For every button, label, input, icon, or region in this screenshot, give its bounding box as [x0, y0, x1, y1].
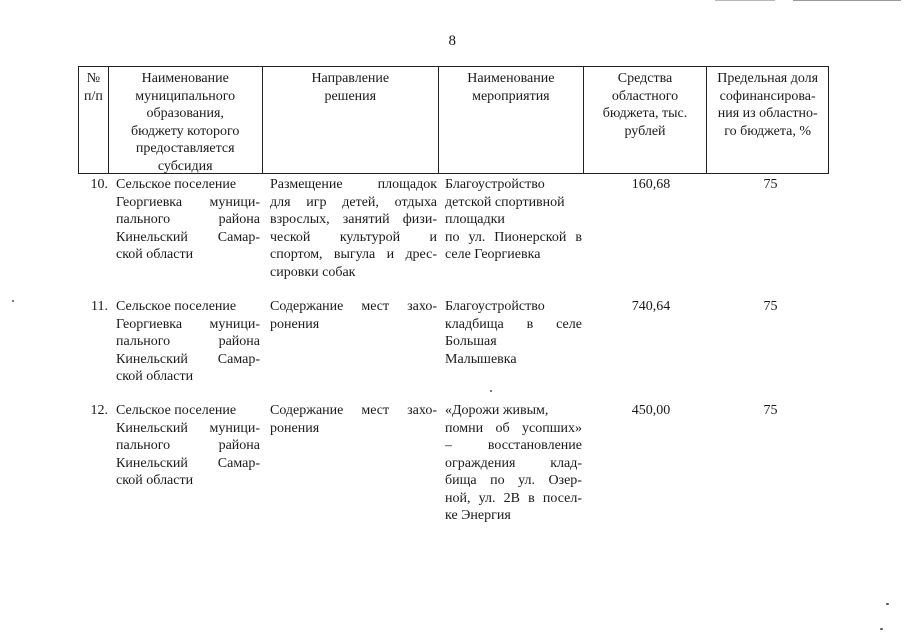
text-word: Самар- — [217, 351, 260, 367]
text-word: района — [218, 334, 260, 349]
text-line: Большая — [445, 334, 497, 349]
text-line — [116, 316, 260, 334]
text-line — [445, 316, 582, 334]
text-line — [270, 176, 437, 194]
text-line: Сельское поселение — [116, 177, 237, 192]
text-line — [445, 490, 582, 508]
text-word: Георгиевка — [116, 194, 183, 210]
text-word: спортом, — [270, 247, 323, 262]
text-line: Предельная доля — [717, 71, 819, 86]
text-word: – — [445, 438, 452, 453]
row-direction — [262, 176, 439, 281]
scan-speck — [12, 300, 14, 302]
text-line: Малышевка — [445, 351, 517, 367]
text-word: Кинельский — [116, 455, 188, 471]
text-word: Содержание — [270, 299, 344, 314]
text-line: детской спортивной — [445, 194, 565, 210]
text-line: го бюджета, % — [724, 123, 812, 139]
text-line — [445, 437, 582, 455]
text-line: сировки собак — [270, 264, 356, 280]
text-line: Сельское поселение — [116, 299, 237, 314]
text-word: кладбища — [445, 316, 504, 332]
text-word: и — [429, 229, 437, 245]
text-word: Пионерской — [494, 229, 567, 245]
text-word: в — [528, 490, 535, 506]
text-word: ограждения — [445, 455, 516, 471]
text-word: селе — [556, 316, 582, 332]
text-word: культурой — [339, 229, 401, 245]
text-word: муници- — [209, 420, 260, 436]
text-word: выгула — [333, 247, 376, 262]
text-word: пального — [116, 334, 171, 349]
text-line: ния из областно- — [717, 106, 818, 121]
text-word: в — [575, 229, 582, 245]
text-word: захо- — [407, 403, 437, 418]
row-funds: 450,00 — [631, 403, 671, 418]
text-word: посел- — [542, 490, 582, 506]
text-word: района — [218, 212, 260, 227]
text-line: мероприятия — [472, 88, 550, 104]
scan-speck — [490, 390, 492, 392]
text-line: субсидия — [157, 158, 213, 174]
text-word: усопших» — [522, 420, 582, 436]
text-line — [270, 194, 437, 212]
scan-mark — [793, 0, 901, 1]
text-line — [445, 229, 582, 247]
table-row — [78, 402, 829, 525]
text-line: ской области — [116, 369, 194, 384]
row-funds: 740,64 — [631, 299, 671, 314]
text-line: «Дорожи живым, — [445, 403, 549, 418]
text-line: решения — [324, 88, 377, 104]
text-word: пального — [116, 212, 171, 227]
table-header — [78, 66, 829, 174]
text-word: Размещение — [270, 177, 343, 192]
text-line — [116, 455, 260, 473]
text-word: по — [490, 473, 505, 488]
header-direction — [263, 67, 440, 173]
text-line: бюджету которого — [131, 123, 240, 139]
text-word: восстановление — [487, 438, 582, 453]
text-word: муници- — [209, 316, 260, 332]
text-line — [270, 246, 437, 264]
text-word: и — [386, 247, 395, 262]
text-word: Кинельский — [116, 229, 188, 245]
text-word: отдыха — [394, 194, 437, 210]
row-municipality — [108, 298, 262, 386]
text-word: ул. — [518, 473, 535, 488]
text-line: п/п — [84, 88, 103, 104]
text-line: № — [86, 71, 101, 86]
scan-mark — [715, 0, 775, 1]
text-line — [116, 194, 260, 212]
text-line: софинансирова- — [719, 88, 816, 104]
text-word: физи- — [402, 212, 437, 227]
text-line: Сельское поселение — [116, 403, 237, 418]
text-line: Наименование — [141, 71, 229, 86]
text-line: Наименование — [467, 71, 555, 86]
text-word: клад- — [550, 455, 582, 471]
text-line — [116, 211, 260, 229]
text-line: ке Энергия — [445, 508, 511, 523]
text-word: 2В — [503, 490, 520, 506]
text-word: пального — [116, 438, 171, 453]
text-line: ронения — [270, 316, 320, 332]
row-municipality — [108, 176, 262, 281]
row-share: 75 — [763, 177, 778, 192]
text-word: Озер- — [548, 473, 582, 488]
text-line: селе Георгиевка — [445, 247, 541, 262]
text-line — [116, 420, 260, 438]
text-word: занятий — [342, 212, 390, 227]
text-line: образования, — [146, 106, 224, 121]
text-line: муниципального — [135, 88, 236, 104]
text-line — [270, 298, 437, 316]
table-row — [78, 176, 829, 281]
text-word: дрес- — [405, 247, 437, 262]
text-word: мест — [361, 299, 390, 314]
text-line — [270, 211, 437, 229]
row-event — [439, 298, 584, 386]
text-word: муници- — [209, 194, 260, 210]
text-line: Благоустройство — [445, 299, 545, 314]
text-line — [270, 229, 437, 247]
text-line: ской области — [116, 473, 194, 488]
text-line: бюджета, тыс. — [602, 106, 688, 121]
row-share: 75 — [763, 403, 778, 418]
text-word: в — [526, 316, 534, 332]
text-line — [445, 472, 582, 490]
text-word: Кинельский — [116, 351, 188, 367]
text-word: ул. — [468, 229, 486, 245]
row-event — [439, 176, 584, 281]
text-word: бища — [445, 473, 477, 488]
page-number: 8 — [448, 33, 457, 49]
text-word: Георгиевка — [116, 316, 183, 332]
text-line — [445, 420, 582, 438]
text-line — [270, 402, 437, 420]
text-line — [116, 351, 260, 369]
text-word: для — [270, 194, 291, 210]
header-share — [707, 67, 828, 173]
text-word: помни — [445, 420, 484, 436]
row-share: 75 — [763, 299, 778, 314]
text-line: областного — [611, 88, 679, 104]
text-word: Самар- — [217, 229, 260, 245]
table-row — [78, 298, 829, 386]
text-line: площадки — [445, 212, 505, 227]
text-line: ской области — [116, 247, 194, 262]
text-word: Содержание — [270, 403, 344, 418]
scan-speck — [886, 603, 889, 605]
text-line — [116, 229, 260, 247]
header-funds — [584, 67, 708, 173]
text-word: ной, — [445, 490, 471, 506]
row-number: 11. — [91, 299, 108, 314]
text-line: рублей — [624, 123, 666, 139]
text-word: района — [218, 438, 260, 453]
row-number: 12. — [90, 403, 108, 418]
text-line: Средства — [617, 71, 673, 86]
text-word: площадок — [377, 177, 437, 192]
text-word: Кинельский — [116, 420, 188, 436]
row-direction — [262, 402, 439, 525]
header-municipality — [109, 67, 263, 173]
text-line: ронения — [270, 420, 320, 436]
scan-edge-marks — [705, 0, 905, 4]
text-word: Самар- — [217, 455, 260, 471]
text-line — [116, 333, 260, 351]
row-funds: 160,68 — [631, 177, 671, 192]
text-word: об — [495, 420, 510, 436]
text-line: предоставляется — [135, 141, 235, 156]
row-municipality — [108, 402, 262, 525]
scan-speck — [880, 628, 883, 630]
row-number: 10. — [90, 177, 108, 192]
text-word: ул. — [478, 490, 496, 506]
row-direction — [262, 298, 439, 386]
text-word: игр — [306, 194, 327, 210]
text-line — [445, 455, 582, 473]
text-word: захо- — [407, 299, 437, 314]
text-line: Направление — [311, 71, 390, 86]
header-num — [79, 67, 109, 173]
row-event — [439, 402, 584, 525]
header-event — [439, 67, 584, 173]
text-word: мест — [361, 403, 390, 418]
text-word: ческой — [270, 229, 311, 245]
text-word: взрослых, — [270, 212, 330, 227]
text-word: по — [445, 229, 460, 245]
text-word: детей, — [342, 194, 379, 210]
text-line: Благоустройство — [445, 177, 545, 192]
text-line — [116, 437, 260, 455]
